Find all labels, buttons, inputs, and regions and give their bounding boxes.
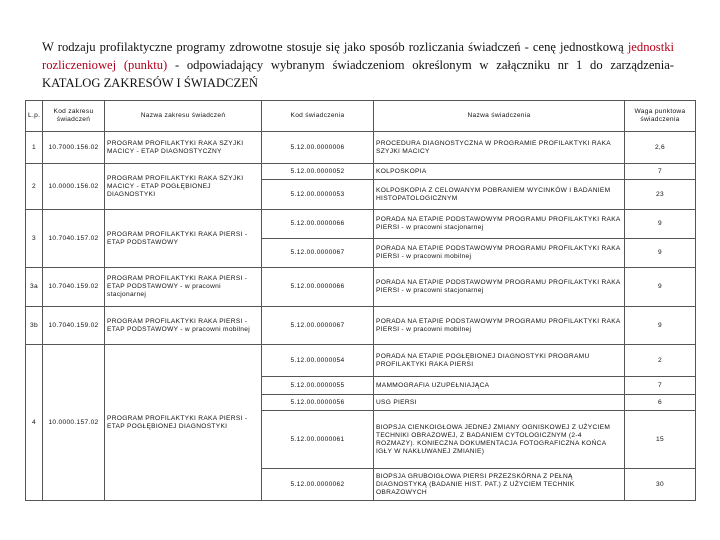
table-row bbox=[26, 164, 696, 180]
cell-nazwa-swiadczenia: PORADA NA ETAPIE PODSTAWOWYM PROGRAMU PROFILAKTYKI RAKA PIERSI - w pracowni mobilnej bbox=[374, 307, 625, 345]
cell-waga: 2 bbox=[625, 345, 696, 377]
cell-waga: 2,6 bbox=[625, 132, 696, 164]
cell-kod-swiadczenia: 5.12.00.0000055 bbox=[262, 377, 374, 395]
cell-waga: 9 bbox=[625, 210, 696, 239]
heading-text-start: W rodzaju profilaktyczne programy zdrowotne stosuje się jako sposób rozliczania świadczeń - cenę jednostkową bbox=[42, 40, 628, 54]
cell-nazwa-zakresu: PROGRAM PROFILAKTYKI RAKA PIERSI - ETAP POGŁĘBIONEJ DIAGNOSTYKI bbox=[105, 345, 262, 501]
cell-kod-zakresu: 10.7000.156.02 bbox=[43, 132, 105, 164]
cell-kod-zakresu: 10.7040.159.02 bbox=[43, 307, 105, 345]
cell-waga: 7 bbox=[625, 377, 696, 395]
table-header-row bbox=[26, 101, 696, 132]
header-nazwa-zakresu: Nazwa zakresu świadczeń bbox=[105, 101, 262, 132]
table-row bbox=[26, 307, 696, 345]
heading-highlight: jednostki rozliczeniowej (punktu) bbox=[42, 40, 674, 72]
cell-waga: 7 bbox=[625, 164, 696, 180]
cell-nazwa-swiadczenia: BIOPSJA CIENKOIGŁOWA JEDNEJ ZMIANY OGNISKOWEJ Z UŻYCIEM TECHNIKI OBRAZOWEJ, Z BADANIEM CYTOLOGICZNYM (2-4 ROZMAZY). KONIECZNA DOKUMENTACJA FOTOGRAFICZNA KOŃCA IGŁY W NAKŁUWANEJ ZMIANIE) bbox=[374, 411, 625, 469]
table-row bbox=[26, 210, 696, 239]
cell-kod-swiadczenia: 5.12.00.0000066 bbox=[262, 210, 374, 239]
cell-nazwa-zakresu: PROGRAM PROFILAKTYKI RAKA PIERSI - ETAP PODSTAWOWY bbox=[105, 210, 262, 268]
cell-lp: 3a bbox=[26, 268, 43, 307]
cell-lp: 4 bbox=[26, 345, 43, 501]
cell-nazwa-swiadczenia: PORADA NA ETAPIE PODSTAWOWYM PROGRAMU PROFILAKTYKI RAKA PIERSI - w pracowni stacjonarnej bbox=[374, 268, 625, 307]
header-nazwa-swiadczenia: Nazwa świadczenia bbox=[374, 101, 625, 132]
cell-kod-swiadczenia: 5.12.00.0000052 bbox=[262, 164, 374, 180]
cell-nazwa-swiadczenia: PORADA NA ETAPIE POGŁĘBIONEJ DIAGNOSTYKI PROGRAMU PROFILAKTYKI RAKA PIERSI bbox=[374, 345, 625, 377]
table-row bbox=[26, 345, 696, 377]
header-lp: L.p. bbox=[26, 101, 43, 132]
cell-kod-swiadczenia: 5.12.00.0000061 bbox=[262, 411, 374, 469]
heading-text-end: - odpowiadający wybranym świadczeniom określonym w załączniku nr 1 do zarządzenia- KATALOG ZAKRESÓW I ŚWIADCZEŃ bbox=[42, 58, 674, 90]
cell-kod-zakresu: 10.0000.156.02 bbox=[43, 164, 105, 210]
catalog-table bbox=[25, 100, 696, 501]
cell-nazwa-swiadczenia: PROCEDURA DIAGNOSTYCZNA W PROGRAMIE PROFILAKTYKI RAKA SZYJKI MACICY bbox=[374, 132, 625, 164]
cell-nazwa-swiadczenia: PORADA NA ETAPIE PODSTAWOWYM PROGRAMU PROFILAKTYKI RAKA PIERSI - w pracowni mobilnej bbox=[374, 239, 625, 268]
table-row bbox=[26, 268, 696, 307]
table-row bbox=[26, 132, 696, 164]
cell-nazwa-swiadczenia: MAMMOGRAFIA UZUPEŁNIAJĄCA bbox=[374, 377, 625, 395]
cell-nazwa-swiadczenia: USG PIERSI bbox=[374, 395, 625, 411]
cell-nazwa-zakresu: PROGRAM PROFILAKTYKI RAKA SZYJKI MACICY - ETAP DIAGNOSTYCZNY bbox=[105, 132, 262, 164]
cell-waga: 6 bbox=[625, 395, 696, 411]
cell-kod-swiadczenia: 5.12.00.0000053 bbox=[262, 180, 374, 210]
header-kod-swiadczenia: Kod świadczenia bbox=[262, 101, 374, 132]
cell-kod-swiadczenia: 5.12.00.0000066 bbox=[262, 268, 374, 307]
cell-kod-swiadczenia: 5.12.00.0000067 bbox=[262, 239, 374, 268]
cell-lp: 3b bbox=[26, 307, 43, 345]
cell-nazwa-zakresu: PROGRAM PROFILAKTYKI RAKA PIERSI - ETAP PODSTAWOWY - w pracowni mobilnej bbox=[105, 307, 262, 345]
cell-waga: 15 bbox=[625, 411, 696, 469]
cell-kod-swiadczenia: 5.12.00.0000054 bbox=[262, 345, 374, 377]
cell-lp: 1 bbox=[26, 132, 43, 164]
cell-kod-swiadczenia: 5.12.00.0000006 bbox=[262, 132, 374, 164]
cell-waga: 9 bbox=[625, 239, 696, 268]
header-waga: Waga punktowa świadczenia bbox=[625, 101, 696, 132]
cell-kod-zakresu: 10.7040.157.02 bbox=[43, 210, 105, 268]
cell-nazwa-swiadczenia: PORADA NA ETAPIE PODSTAWOWYM PROGRAMU PROFILAKTYKI RAKA PIERSI - w pracowni stacjonarnej bbox=[374, 210, 625, 239]
cell-lp: 2 bbox=[26, 164, 43, 210]
cell-lp: 3 bbox=[26, 210, 43, 268]
cell-waga: 30 bbox=[625, 469, 696, 501]
cell-nazwa-zakresu: PROGRAM PROFILAKTYKI RAKA PIERSI - ETAP PODSTAWOWY - w pracowni stacjonarnej bbox=[105, 268, 262, 307]
cell-waga: 9 bbox=[625, 307, 696, 345]
cell-kod-zakresu: 10.0000.157.02 bbox=[43, 345, 105, 501]
cell-nazwa-swiadczenia: BIOPSJA GRUBOIGŁOWA PIERSI PRZEZSKÓRNA Z PEŁNĄ DIAGNOSTYKĄ (BADANIE HIST. PAT.) Z UŻYCIEM TECHNIK OBRAZOWYCH bbox=[374, 469, 625, 501]
cell-nazwa-swiadczenia: KOLPOSKOPIA bbox=[374, 164, 625, 180]
cell-waga: 23 bbox=[625, 180, 696, 210]
page-heading bbox=[42, 38, 674, 92]
cell-kod-swiadczenia: 5.12.00.0000062 bbox=[262, 469, 374, 501]
cell-kod-swiadczenia: 5.12.00.0000067 bbox=[262, 307, 374, 345]
header-kod-zakresu: Kod zakresu świadczeń bbox=[43, 101, 105, 132]
cell-kod-swiadczenia: 5.12.00.0000056 bbox=[262, 395, 374, 411]
cell-kod-zakresu: 10.7040.159.02 bbox=[43, 268, 105, 307]
cell-waga: 9 bbox=[625, 268, 696, 307]
cell-nazwa-swiadczenia: KOLPOSKOPIA Z CELOWANYM POBRANIEM WYCINKÓW I BADANIEM HISTOPATOLOGICZNYM bbox=[374, 180, 625, 210]
cell-nazwa-zakresu: PROGRAM PROFILAKTYKI RAKA SZYJKI MACICY - ETAP POGŁĘBIONEJ DIAGNOSTYKI bbox=[105, 164, 262, 210]
